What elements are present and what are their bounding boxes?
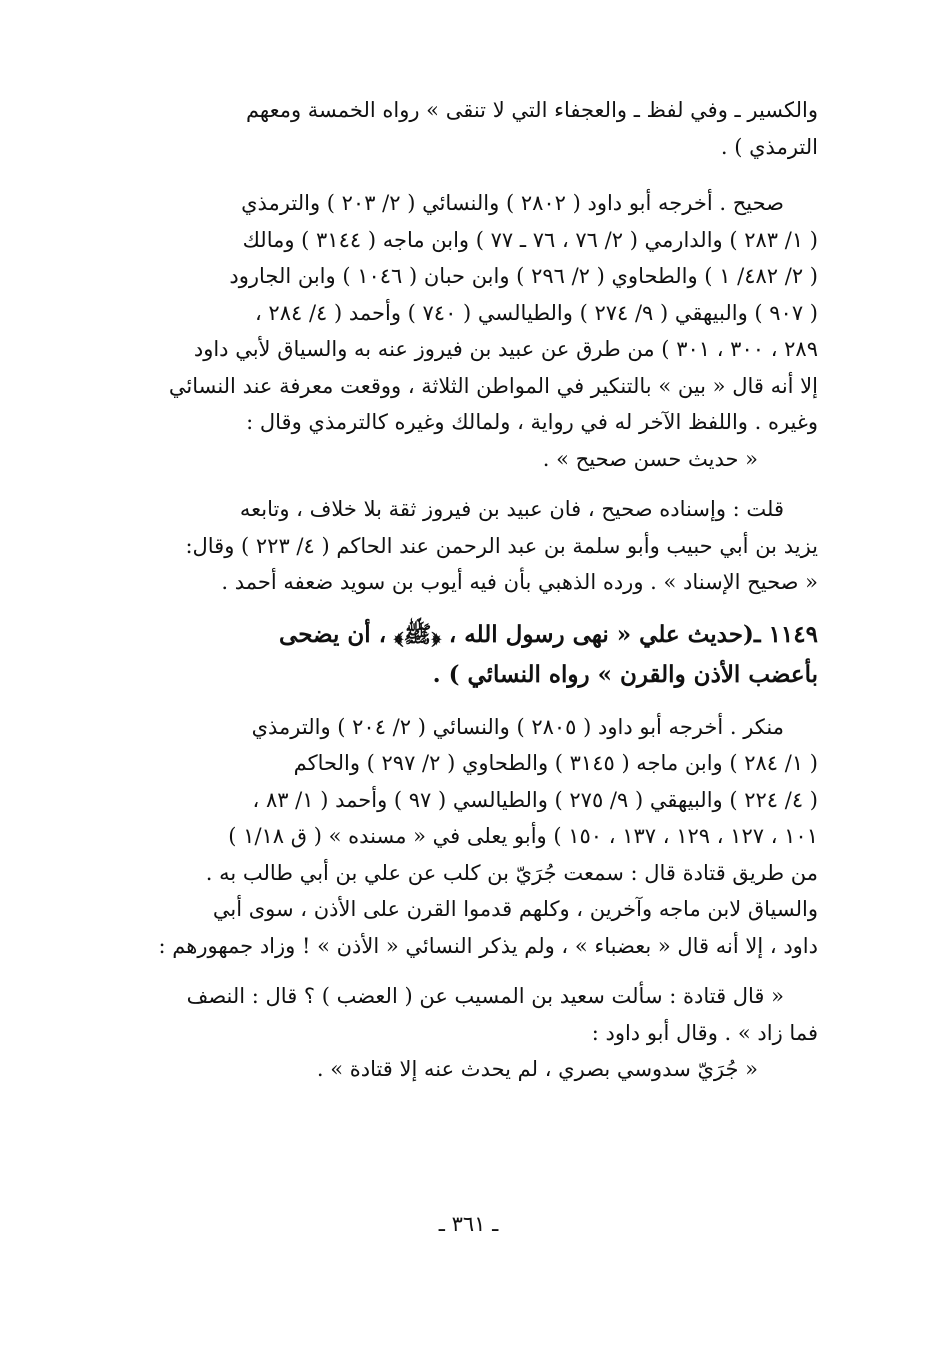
text-line: والسياق لابن ماجه وآخرين ، وكلهم قدموا القرن على الأذن ، سوى أبي [212,897,818,921]
text-line: فما زاد » . وقال أبو داود : [591,1020,818,1045]
hadith-text-line: ١١٤٩ ـ(حديث علي « نهى رسول الله ، ﴿ﷺ﴾ ، أن يضحى [279,620,818,648]
text-line: ( ٤/ ٢٢٤ ) والبيهقي ( ٩/ ٢٧٥ ) والطيالسي ( ٩٧ ) وأحمد ( ١/ ٨٣ ، [252,787,818,812]
quoted-ruling: « حديث حسن صحيح » . [542,446,758,471]
text-line: إلا أنه قال « بين » بالتنكير في المواطن الثلاثة ، ووقعت معرفة عند النسائي [168,373,818,398]
text-line: من طريق قتادة قال : سمعت جُرَيّ بن كلب عن علي بن أبي طالب به . [205,860,818,885]
text-line: « صحيح الإسناد » . ورده الذهبي بأن فيه أيوب بن سويد ضعفه أحمد . [221,570,818,594]
text-line: ٢٨٩ ، ٣٠٠ ، ٣٠١ ) من طرق عن عبيد بن فيروز عنه به والسياق لأبي داود [193,337,818,361]
comment-paragraph-1 [150,491,818,601]
intro-paragraph [150,92,818,165]
text-line: الترمذي ) . [720,134,818,159]
text-line: ( ٢/ ٤٨٢/ ١ ) والطحاوي ( ٢/ ٢٩٦ ) وابن حبان ( ١٠٤٦ ) وابن الجارود [229,264,818,288]
takhrij-paragraph-2 [150,709,818,965]
text-line: داود ، إلا أنه قال « بعضباء » ، ولم يذكر النسائي « الأذن » ! وزاد جمهورهم : [158,933,818,958]
text-line: ( ٩٠٧ ) والبيهقي ( ٩/ ٢٧٤ ) والطيالسي ( ٧٤٠ ) وأحمد ( ٤/ ٢٨٤ ، [254,300,818,325]
text-line: قلت : وإسناده صحيح ، فان عبيد بن فيروز ثقة بلا خلاف ، وتابعه [239,497,784,521]
hadith-text-line: بأعضب الأذن والقرن » رواه النسائي ) . [432,660,818,688]
text-line: والكسير ـ وفي لفظ ـ والعجفاء التي لا تنقى » رواه الخمسة ومعهم [245,98,818,122]
text-line: وغيره . واللفظ الآخر له في رواية ، ولمالك وغيره كالترمذي وقال : [246,410,818,434]
hadith-1149-heading [150,615,818,695]
text-line: « قال قتادة : سألت سعيد بن المسيب عن ( العضب ) ؟ قال : النصف [186,984,784,1008]
quoted-statement: « جُرَيّ سدوسي بصري ، لم يحدث عنه إلا قتادة » . [316,1057,758,1081]
page-number: ـ ٣٦١ ـ [438,1212,499,1236]
text-line: ( ١/ ٢٨٤ ) وابن ماجه ( ٣١٤٥ ) والطحاوي ( ٢/ ٢٩٧ ) والحاكم [293,751,818,775]
text-line: يزيد بن أبي حبيب وأبو سلمة بن عبد الرحمن عند الحاكم ( ٤/ ٢٢٣ ) وقال: [185,533,818,558]
qatada-paragraph [150,978,818,1088]
text-line: منكر . أخرجه أبو داود ( ٢٨٠٥ ) والنسائي ( ٢/ ٢٠٤ ) والترمذي [251,714,784,739]
page-body [150,92,818,1102]
text-line: صحيح . أخرجه أبو داود ( ٢٨٠٢ ) والنسائي ( ٢/ ٢٠٣ ) والترمذي [241,191,784,215]
takhrij-paragraph-1 [150,185,818,477]
text-line: ( ١/ ٢٨٣ ) والدارمي ( ٢/ ٧٦ ، ٧٦ ـ ٧٧ ) وابن ماجه ( ٣١٤٤ ) ومالك [242,227,818,252]
text-line: ١٠١ ، ١٢٧ ، ١٢٩ ، ١٣٧ ، ١٥٠ ) وأبو يعلى في « مسنده » ( ق ١/١٨ ) [228,824,818,848]
